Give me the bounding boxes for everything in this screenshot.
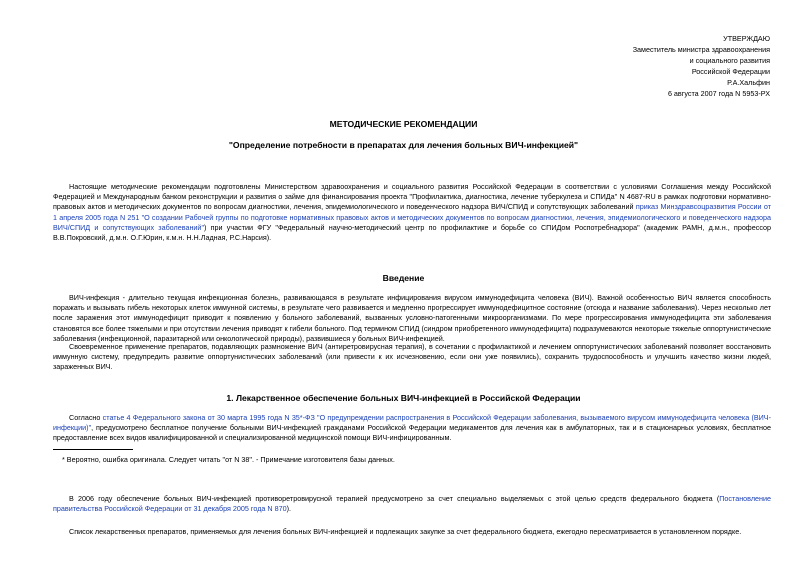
intro-paragraph <box>53 182 771 243</box>
approval-line: и социального развития <box>689 56 770 65</box>
footnote: * Вероятно, ошибка оригинала. Следует читать "от N 38". - Примечание изготовителя базы данных. <box>62 455 395 464</box>
approval-line: Р.А.Хальфин <box>727 78 770 87</box>
government-decree-link[interactable]: Постановление правительства Российской Федерации от 31 декабря 2005 года N 870 <box>53 494 771 514</box>
intro-section-paragraph: ВИЧ-инфекция - длительно текущая инфекционная болезнь, развивающаяся в результате инфицирования вирусом иммунодефицита человека (ВИЧ). Важной особенностью ВИЧ является способность поражать и вызывать гибель некоторых клеток иммунной системы, в результате чего развивается и медленно прогрессирует иммунодефицитное состояние (отсюда и название заболевания). Через несколько лет после заражения этот иммунодефицит приводит к появлению у больного заболеваний, вызванных условно-патогенными микроорганизмами. По мере прогрессирования иммунодефицита эти заболевания становятся все более тяжелыми и при отсутствии лечения приводят к гибели больного. Под термином СПИД (синдром приобретенного иммунодефицита) подразумеваются некоторые тяжелые оппортунистические заболевания (инфекционной, паразитарной или онкологической природы), развившиеся у больных ВИЧ-инфекцией. <box>53 293 771 343</box>
approval-line: УТВЕРЖДАЮ <box>723 34 770 43</box>
approval-line: 6 августа 2007 года N 5953-РХ <box>667 89 770 98</box>
section-heading-intro: Введение <box>382 273 425 283</box>
section1-text: Согласно <box>69 413 103 422</box>
intro-text-end: ) при участии ФГУ "Федеральный научно-методический центр по профилактике и борьбе со СПИДом Роспотребнадзора" (академик РАМН, д.м.н., профессор В.В.Покровский, д.м.н. О.Г.Юрин, к.м.н. Н.Н.Ладная, Р.С.Нарсия). <box>53 222 771 243</box>
document-subtitle: "Определение потребности в препаратах для лечения больных ВИЧ-инфекцией" <box>228 140 579 150</box>
section1-text-end: , предусмотрено бесплатное получение больными ВИЧ-инфекцией гражданами Российской Федерации медикаментов для лечения как в амбулаторных, так и в стационарных условиях, бесплатное предоставление всех видов квалифицированной и специализированной медицинской помощи ВИЧ-инфицированным. <box>53 423 771 443</box>
footnote-divider <box>53 449 133 450</box>
document-title: МЕТОДИЧЕСКИЕ РЕКОМЕНДАЦИИ <box>329 119 478 129</box>
approval-line: Заместитель министра здравоохранения <box>632 45 770 54</box>
federal-law-link[interactable]: статье 4 Федерального закона от 30 марта 1995 года N 35*-ФЗ "О предупреждении распространения в Российской Федерации заболевания, вызываемого вирусом иммунодефицита человека (ВИЧ-инфекции)" <box>53 413 771 433</box>
order-link[interactable]: приказ Минздравсоцразвития России от 1 апреля 2005 года N 251 "О создании Рабочей группы по подготовке нормативных правовых актов и методических документов по вопросам диагностики, лечения, эпидемиологического и поведенческого надзора ВИЧ/СПИД и сопутствующих заболеваний" <box>53 202 771 232</box>
section1-text: В 2006 году обеспечение больных ВИЧ-инфекцией противоретровирусной терапией предусмотрено за счет специально выделяемых с этой целью средств федерального бюджета ( <box>69 494 720 503</box>
section1-paragraph <box>53 494 771 514</box>
section-heading-1: 1. Лекарственное обеспечение больных ВИЧ-инфекцией в Российской Федерации <box>226 393 581 403</box>
intro-section-paragraph: Своевременное применение препаратов, подавляющих размножение ВИЧ (антиретровирусная терапия), в сочетании с профилактикой и лечением оппортунистических заболеваний позволяет восстановить иммунную систему, предупредить развитие оппортунистических заболеваний (или привести к их исчезновению, если они уже появились), сохранить трудоспособность и улучшить качество жизни людей, зараженных ВИЧ. <box>53 342 771 372</box>
approval-block <box>633 33 770 99</box>
section1-text-end: ). <box>286 504 291 514</box>
intro-text: Настоящие методические рекомендации подготовлены Министерством здравоохранения и социального развития Российской Федерации в соответствии с условиями Соглашения между Российской Федерацией и Международным банком реконструкции и развития о займе для финансирования проекта "Профилактика, диагностика, лечение туберкулеза и СПИДа" N 4687-RU в рамках подготовки нормативно-правовых актов и методических документов по вопросам диагностики, лечения, эпидемиологического и поведенческого надзора ВИЧ/СПИД и сопутствующих заболеваний <box>53 182 771 212</box>
approval-line: Российской Федерации <box>691 67 770 76</box>
section1-paragraph <box>53 413 771 444</box>
section1-paragraph: Список лекарственных препаратов, применяемых для лечения больных ВИЧ-инфекцией и подлежащих закупке за счет федерального бюджета, ежегодно пересматривается в установленном порядке. <box>69 527 742 536</box>
